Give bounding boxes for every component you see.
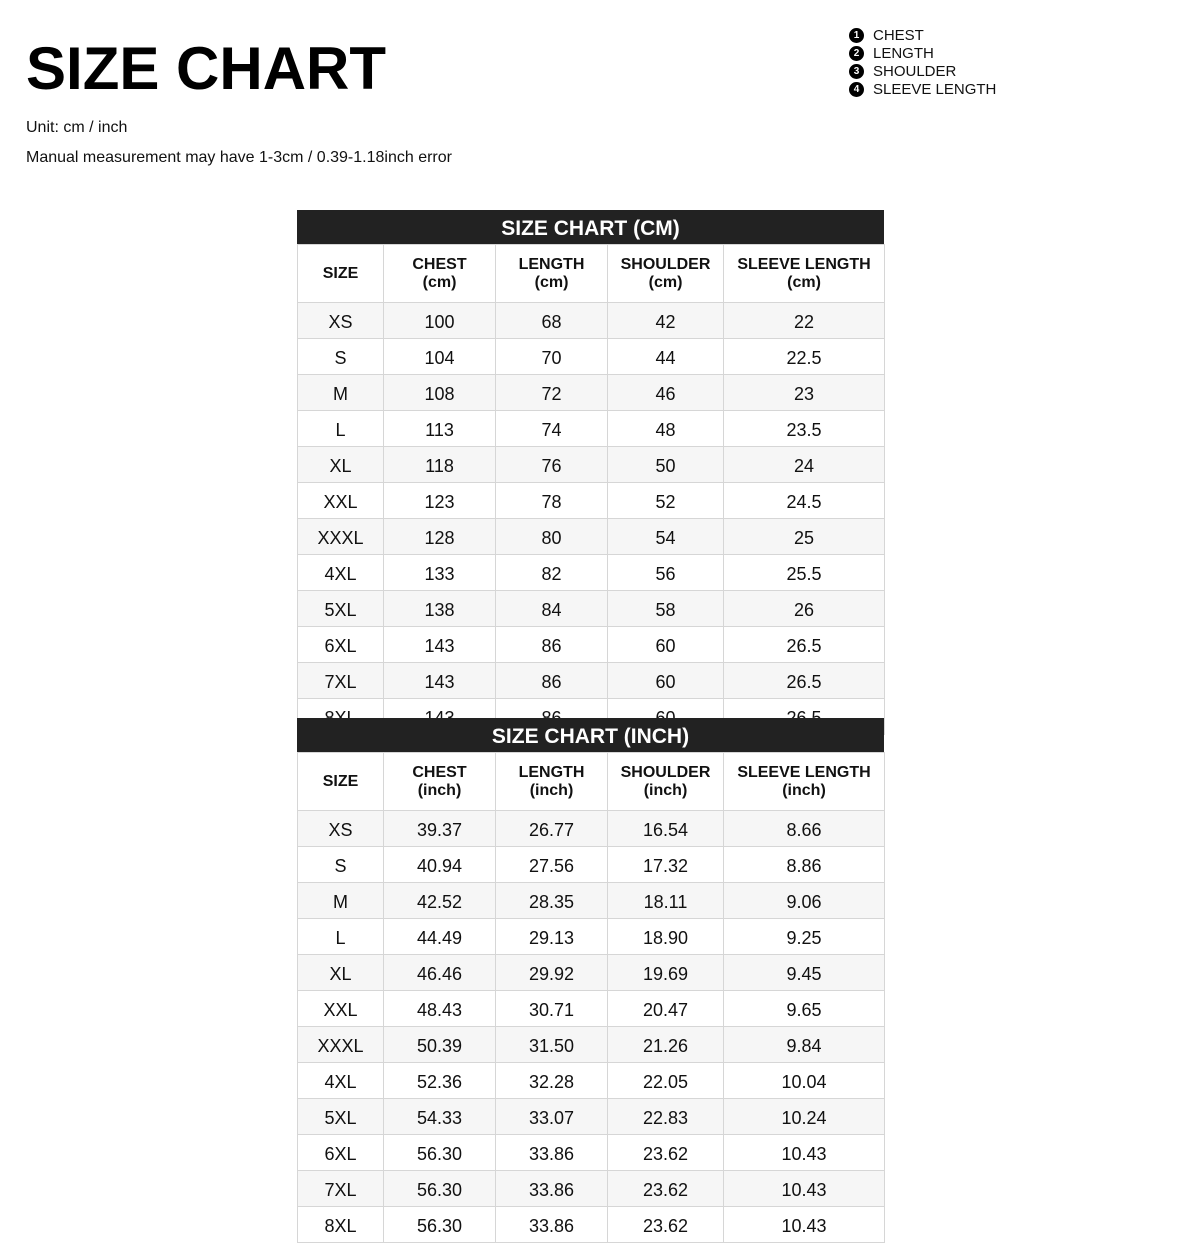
size-cell: 8XL (298, 1207, 384, 1243)
shoulder-cell: 22.05 (608, 1063, 724, 1099)
chest-cell: 48.43 (384, 991, 496, 1027)
length-cell: 33.86 (496, 1207, 608, 1243)
sleeve-length-cell: 22.5 (724, 339, 885, 375)
length-cell: 31.50 (496, 1027, 608, 1063)
chest-cell: 100 (384, 303, 496, 339)
chest-cell: 52.36 (384, 1063, 496, 1099)
length-cell: 33.07 (496, 1099, 608, 1135)
table-row (298, 883, 885, 919)
size-cell: M (298, 883, 384, 919)
length-cell: 86 (496, 663, 608, 699)
sleeve-length-cell: 10.43 (724, 1135, 885, 1171)
size-cell: XS (298, 811, 384, 847)
sleeve-length-cell: 9.25 (724, 919, 885, 955)
length-cell: 33.86 (496, 1171, 608, 1207)
chest-cell: 113 (384, 411, 496, 447)
sleeve-length-cell: 9.45 (724, 955, 885, 991)
chest-cell: 128 (384, 519, 496, 555)
length-cell: 76 (496, 447, 608, 483)
size-table-inch (297, 752, 885, 1243)
table-body (298, 811, 885, 1243)
size-cell: XXL (298, 483, 384, 519)
sleeve-length-cell: 10.04 (724, 1063, 885, 1099)
shoulder-cell: 54 (608, 519, 724, 555)
chest-cell: 54.33 (384, 1099, 496, 1135)
shoulder-cell: 16.54 (608, 811, 724, 847)
table-row (298, 1171, 885, 1207)
number-2-icon: 2 (849, 46, 864, 61)
size-cell: S (298, 339, 384, 375)
sleeve-length-cell: 26.5 (724, 663, 885, 699)
sleeve-length-cell: 26 (724, 591, 885, 627)
table-row (298, 303, 885, 339)
legend-label: SLEEVE LENGTH (873, 80, 997, 98)
size-table-cm (297, 244, 885, 735)
shoulder-cell: 44 (608, 339, 724, 375)
table-row (298, 519, 885, 555)
table-row (298, 1063, 885, 1099)
table-row (298, 555, 885, 591)
chest-cell: 56.30 (384, 1171, 496, 1207)
length-cell: 26.77 (496, 811, 608, 847)
column-header-size: SIZE (298, 245, 384, 303)
size-cell: XXXL (298, 1027, 384, 1063)
length-cell: 86 (496, 627, 608, 663)
shoulder-cell: 20.47 (608, 991, 724, 1027)
table-header-row (298, 753, 885, 811)
size-cell: S (298, 847, 384, 883)
size-cell: XS (298, 303, 384, 339)
size-cell: 6XL (298, 1135, 384, 1171)
column-header-shoulder: SHOULDER (cm) (608, 245, 724, 303)
sleeve-length-cell: 26.5 (724, 627, 885, 663)
size-chart-inch (297, 718, 884, 1243)
table-row (298, 339, 885, 375)
number-3-icon: 3 (849, 64, 864, 79)
table-row (298, 1027, 885, 1063)
sleeve-length-cell: 10.43 (724, 1171, 885, 1207)
chest-cell: 44.49 (384, 919, 496, 955)
legend-label: CHEST (873, 26, 924, 44)
size-cell: 6XL (298, 627, 384, 663)
shoulder-cell: 23.62 (608, 1135, 724, 1171)
length-cell: 30.71 (496, 991, 608, 1027)
legend-item-shoulder (849, 62, 996, 80)
sleeve-length-cell: 10.43 (724, 1207, 885, 1243)
shoulder-cell: 46 (608, 375, 724, 411)
length-cell: 72 (496, 375, 608, 411)
table-row (298, 663, 885, 699)
table-row (298, 991, 885, 1027)
size-cell: XXL (298, 991, 384, 1027)
shoulder-cell: 60 (608, 627, 724, 663)
column-header-shoulder: SHOULDER (inch) (608, 753, 724, 811)
chest-cell: 143 (384, 663, 496, 699)
column-header-chest: CHEST (inch) (384, 753, 496, 811)
shoulder-cell: 23.62 (608, 1207, 724, 1243)
chart-title: SIZE CHART (INCH) (297, 718, 884, 752)
chest-cell: 46.46 (384, 955, 496, 991)
size-cell: XL (298, 447, 384, 483)
shoulder-cell: 52 (608, 483, 724, 519)
sleeve-length-cell: 9.84 (724, 1027, 885, 1063)
sleeve-length-cell: 24.5 (724, 483, 885, 519)
size-cell: 4XL (298, 555, 384, 591)
sleeve-length-cell: 25.5 (724, 555, 885, 591)
table-row (298, 919, 885, 955)
shoulder-cell: 21.26 (608, 1027, 724, 1063)
chest-cell: 118 (384, 447, 496, 483)
length-cell: 32.28 (496, 1063, 608, 1099)
chest-cell: 50.39 (384, 1027, 496, 1063)
table-row (298, 1099, 885, 1135)
size-cell: 7XL (298, 663, 384, 699)
length-cell: 70 (496, 339, 608, 375)
shoulder-cell: 22.83 (608, 1099, 724, 1135)
length-cell: 84 (496, 591, 608, 627)
size-cell: 4XL (298, 1063, 384, 1099)
length-cell: 80 (496, 519, 608, 555)
table-row (298, 847, 885, 883)
chest-cell: 39.37 (384, 811, 496, 847)
length-cell: 78 (496, 483, 608, 519)
length-cell: 29.92 (496, 955, 608, 991)
shoulder-cell: 56 (608, 555, 724, 591)
sleeve-length-cell: 8.86 (724, 847, 885, 883)
size-cell: L (298, 919, 384, 955)
shoulder-cell: 23.62 (608, 1171, 724, 1207)
column-header-length: LENGTH (cm) (496, 245, 608, 303)
table-header-row (298, 245, 885, 303)
table-row (298, 591, 885, 627)
table-row (298, 375, 885, 411)
measurement-legend (849, 26, 996, 98)
length-cell: 28.35 (496, 883, 608, 919)
shoulder-cell: 60 (608, 663, 724, 699)
sleeve-length-cell: 22 (724, 303, 885, 339)
measurement-error-note: Manual measurement may have 1-3cm / 0.39-1.18inch error (26, 149, 452, 166)
legend-label: LENGTH (873, 44, 934, 62)
legend-item-chest (849, 26, 996, 44)
page-title: SIZE CHART (26, 35, 386, 102)
unit-note: Unit: cm / inch (26, 119, 128, 136)
length-cell: 82 (496, 555, 608, 591)
chest-cell: 56.30 (384, 1135, 496, 1171)
chest-cell: 108 (384, 375, 496, 411)
sleeve-length-cell: 9.06 (724, 883, 885, 919)
sleeve-length-cell: 24 (724, 447, 885, 483)
chest-cell: 133 (384, 555, 496, 591)
length-cell: 74 (496, 411, 608, 447)
size-chart-cm (297, 210, 884, 735)
size-cell: XL (298, 955, 384, 991)
shoulder-cell: 18.90 (608, 919, 724, 955)
length-cell: 33.86 (496, 1135, 608, 1171)
legend-item-sleeve-length (849, 80, 996, 98)
shoulder-cell: 42 (608, 303, 724, 339)
legend-item-length (849, 44, 996, 62)
size-cell: XXXL (298, 519, 384, 555)
sleeve-length-cell: 23.5 (724, 411, 885, 447)
table-row (298, 627, 885, 663)
size-cell: L (298, 411, 384, 447)
column-header-size: SIZE (298, 753, 384, 811)
chest-cell: 40.94 (384, 847, 496, 883)
chart-title: SIZE CHART (CM) (297, 210, 884, 244)
chest-cell: 123 (384, 483, 496, 519)
table-row (298, 955, 885, 991)
size-cell: 5XL (298, 1099, 384, 1135)
chest-cell: 143 (384, 627, 496, 663)
number-1-icon: 1 (849, 28, 864, 43)
sleeve-length-cell: 23 (724, 375, 885, 411)
column-header-length: LENGTH (inch) (496, 753, 608, 811)
table-row (298, 1207, 885, 1243)
sleeve-length-cell: 25 (724, 519, 885, 555)
shoulder-cell: 17.32 (608, 847, 724, 883)
table-row (298, 483, 885, 519)
chest-cell: 104 (384, 339, 496, 375)
shoulder-cell: 48 (608, 411, 724, 447)
legend-label: SHOULDER (873, 62, 957, 80)
length-cell: 68 (496, 303, 608, 339)
shoulder-cell: 58 (608, 591, 724, 627)
size-cell: M (298, 375, 384, 411)
chest-cell: 42.52 (384, 883, 496, 919)
size-cell: 5XL (298, 591, 384, 627)
table-body (298, 303, 885, 735)
table-row (298, 411, 885, 447)
column-header-chest: CHEST (cm) (384, 245, 496, 303)
shoulder-cell: 19.69 (608, 955, 724, 991)
length-cell: 27.56 (496, 847, 608, 883)
shoulder-cell: 50 (608, 447, 724, 483)
length-cell: 29.13 (496, 919, 608, 955)
sleeve-length-cell: 8.66 (724, 811, 885, 847)
chest-cell: 56.30 (384, 1207, 496, 1243)
table-row (298, 811, 885, 847)
chest-cell: 138 (384, 591, 496, 627)
number-4-icon: 4 (849, 82, 864, 97)
table-row (298, 447, 885, 483)
column-header-sleeve-length: SLEEVE LENGTH (cm) (724, 245, 885, 303)
size-cell: 7XL (298, 1171, 384, 1207)
table-row (298, 1135, 885, 1171)
column-header-sleeve-length: SLEEVE LENGTH (inch) (724, 753, 885, 811)
sleeve-length-cell: 10.24 (724, 1099, 885, 1135)
sleeve-length-cell: 9.65 (724, 991, 885, 1027)
shoulder-cell: 18.11 (608, 883, 724, 919)
